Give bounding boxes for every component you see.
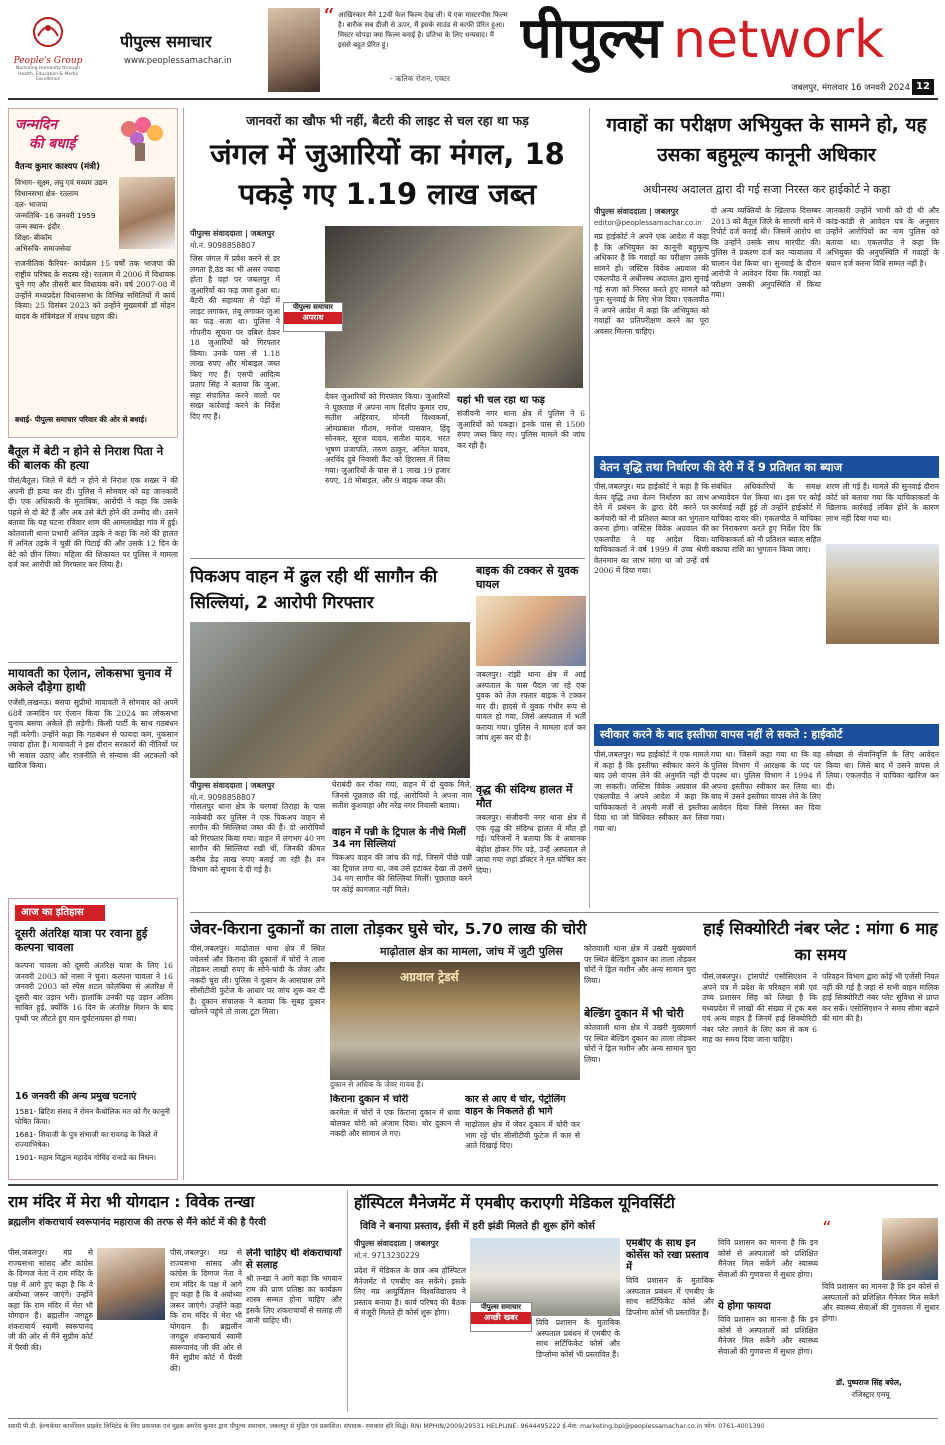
theft-body-4: कोतवाली थाना क्षेत्र में उखरी मुख्यमार्ग पर स्थित बेल्डिंग दुकान का ताला तोड़कर चोरों ने ड्रिल मशीन और अन्य सामान चुरा लिया। — [584, 944, 696, 985]
hospital-body: प्रदेश में मेडिकल के छात्र अब हॉस्पिटल मैनेजमेंट में एमबीए कर सकेंगे। इसके लिए मप्र आयुर्विज्ञान विश्वविद्यालय ने प्रस्ताव बनाया है। कार्य परिषद की बैठक में मंजूरी मिलते ही कोर्स शुरू होगा। — [354, 1266, 466, 1317]
lead-body: जिस जंगल में प्रवेश करने से डर लगता है,ठंड का भी असर ज्यादा होता है वहां पर जबलपुर में जुआरियों का फड़ जमा हुआ था। बैटरी की सहायता से पेड़ों में लाइट लगाकर, तंबू लगाकर जुआ का फड़ सजा था। पुलिस ने गोपनीय सूचना पर दबिश देकर 18 जुआरियों को गिरफ्तार किया। उनके पास से 1.18 लाख रुपए और मोबाइल जब्त किए गए हैं। एसपी आदित्य प्रताप सिंह ने बताया कि जुआ, सट्टा संचालित करने वालों पर सख्त कार्रवाई करने के निर्देश दिए गए हैं। — [190, 254, 280, 421]
witness-headline: गवाहों का परीक्षण अभियुक्त के सामने हो, यह उसका बहुमूल्य कानूनी अधिकार — [606, 114, 927, 166]
minister-photo — [119, 177, 175, 249]
story-mayawati-title: मायावती का ऐलान, लोकसभा चुनाव में अकेले दौड़ेगा हाथी — [8, 666, 172, 694]
lead-kicker: जानवरों का खौफ भी नहीं, बैटरी की लाइट से चल रहा था फड़ — [246, 113, 529, 128]
resign-body: पीसं,जबलपुर। मप्र हाईकोर्ट ने एक मामले में कहा है कि इस्तीफा स्वीकार करने के बाद उसे वापस लेने की अनुमति नहीं दी जा सकती। जस्टिस विवेक अग्रवाल की एकलपीठ ने अपने आदेश में कहा कि याचिकाकर्ता ने अपनी मर्जी से इस्तीफा दिया था जो विधिवत स्वीकार कर लिया गया था। — [594, 750, 709, 833]
history-title: दूसरी अंतरिक्ष यात्रा पर रवाना हुई कल्पना चावला — [15, 927, 148, 954]
footer-rule — [8, 1418, 938, 1419]
teak-photo — [190, 622, 470, 778]
divider — [190, 558, 585, 559]
flower-bouquet-icon — [109, 113, 171, 163]
witness-body-3: जानकारी उन्होंने भाभी को दी थी और कांड-कांडी से आवेदन पत्र के अनुसार उन्होंने आरोपियों का नाम पुलिस को बताया था। एकलपीठ ने कहा कि अभियुक्त की अनुपस्थिति में गवाहों के बयान दर्ज करना विधि सम्मत नहीं है। — [826, 206, 939, 268]
history-event: 1901- महान विद्वान महादेव गोविंद रानाडे का निधन। — [15, 1153, 157, 1162]
theft-body: पीसं,जबलपुर। माढ़ोताल थाना क्षेत्र में स्थित ज्वेलर्स और किराना की दुकानों में चोरों ने ताला तोड़कर लाखों रुपए के सोने-चांदी के जेवर और नकदी चुरा ली। पुलिस ने दुकान के आसपास लगे सीसीटीवी फुटेज के आधार पर जांच शुरू कर दी है। दुकान संचालक ने बताया कि सुबह दुकान खोलने पहुंचे तो ताला टूटा मिला। — [190, 944, 325, 1016]
teak-body-2: घेराबंदी कर रोका गया, वाहन में दो युवक मिले, जिनसे पूछताछ की गई, आरोपियों ने अपना नाम सतीश कुशवाहा और नरेंद्र नगर निवासी बताया। — [332, 780, 472, 810]
hospital-body-3a: विवि प्रशासन का मानना है कि इन कोर्स से अस्पतालों को प्रशिक्षित मैनेजर मिल सकेंगे और स्वास्थ्य सेवाओं की गुणवत्ता में सुधार होगा। — [718, 1238, 818, 1279]
theft-body-4b: कोतवाली थाना क्षेत्र में उखरी मुख्यमार्ग पर स्थित बेल्डिंग दुकान का ताला तोड़कर चोरों ने ड्रिल मशीन और अन्य सामान चुरा लिया। — [584, 1023, 696, 1064]
lead-col3 — [457, 392, 585, 554]
bike-story — [476, 564, 586, 910]
col-divider — [589, 108, 590, 908]
hospital-subhead-2: ये होगा फायदा — [718, 1301, 771, 1312]
history-box — [8, 898, 178, 1180]
theft-body-2: करमेता में चोरों ने एक किराना दुकान में धावा बोलकर चोरी को अंजाम दिया। चोर दुकान से नकदी और सामान ले गए। — [330, 1108, 460, 1138]
tankha-photo — [97, 1248, 165, 1320]
theft-subhead: किराना दुकान में चोरी — [330, 1094, 409, 1105]
group-tagline: Nurturing Humanity through Health, Education & Media Excellence — [16, 66, 80, 82]
witness-body: मप्र हाईकोर्ट ने अपने एक आदेश में कहा है कि अभियुक्त का कानूनी बहुमूल्य अधिकार है कि गवाहों का परीक्षण उसके सामने हो। जस्टिस विवेक अग्रवाल की एकलपीठ ने अधीनस्थ अदालत द्वारा सुनाई गई सजा को निरस्त करते हुए मामले को पुनः सुनवाई के लिए भेज दिया। एकलपीठ ने अपने आदेश में कहा कि अभियुक्त को गवाहों का प्रतिपरीक्षण करने का पूरा अवसर मिलना चाहिए। — [594, 232, 709, 336]
hospital-col4 — [718, 1238, 818, 1410]
lead-tag: पीपुल्स समाचार अपराध — [283, 302, 343, 332]
teak-headline: पिकअप वाहन में ढुल रही थीं सागौन की सिल्लियां, 2 आरोपी गिरफ्तार — [190, 567, 438, 613]
ram-body-2: श्री तन्खा ने आगे कहा कि भगवान राम की प्राण प्रतिष्ठा का कार्यक्रम शास्त्र सम्मत होना चाहिए और इसके लिए शंकराचार्यों से सलाह ली जानी चाहिए थी। — [246, 1274, 342, 1325]
lead-subhead: यहां भी चल रहा था फड़ — [457, 395, 545, 406]
page-number: 12 — [912, 79, 934, 95]
story-betul-body: पीसं/बैतूल। जिले में बेटी न होने से निराश एक शख्स ने की अपनी ही हत्या कर दी। पुलिस ने सोमवार को यह जानकारी दी। एक अधिकारी के मुताबिक, आरोपी ने कहा कि उसके पहले से दो बेटे हैं और अब उसे बेटी होने की उम्मीद थी। उसने बताया कि यह घटना रविवार शाम की आमलाखेड़ा गांव में हुई। कोतवाली थाना प्रभारी अनिल उइके ने कहा कि नशे की हालत में अनिल उइके ने चुन्नी की पिटाई की और उसके 12 दिन के बेटे को छीन लिया। महिला की शिकायत पर पुलिस ने मामला दर्ज कर आरोपी को गिरफ्तार कर लिया है। — [8, 476, 178, 569]
plates-headline: हाई सिक्योरिटी नंबर प्लेट : मांगा 6 माह का समय — [703, 919, 938, 964]
divider — [8, 662, 178, 663]
salary-body: पीसं,जबलपुर। मप्र हाईकोर्ट ने कहा है कि वेतन वृद्धि तथा वेतन निर्धारण का लाभ देने में प्रबंधन के द्वारा देरी करने पर कर्मचारी को नौ प्रतिशत ब्याज का भुगतान करना होगा। जस्टिस विवेक अग्रवाल की एकलपीठ ने यह आदेश दिया। याचिकाकर्ता ने वर्ष 1999 में उच्च श्रेणी वेतनमान का लाभ मांगा था जो उन्हें वर्ष 2006 में दिया गया। — [594, 482, 709, 575]
witness-subhead: अधीनस्थ अदालत द्वारा दी गई सजा निरस्त कर हाईकोर्ट ने कहा — [642, 183, 891, 196]
ram-subhead-2: लेनी चाहिए थी शंकराचार्यों से सलाह — [246, 1248, 342, 1271]
resign-body-2: गया था। जिसमें कहा गया था कि वह पुलिस विभाग में आरक्षक के पद पर पदस्थ था। पुलिस विभाग ने 1994 में अपना इस्तीफा स्वीकार कर लिया था। बाद में उसने इस्तीफा वापस लेने के लिए आवेदन दिया जिसे निरस्त कर दिया गया। — [711, 750, 821, 822]
masthead — [0, 0, 945, 100]
quote-text: आखिरकार मैंने 12वीं फेल फिल्म देख ली। ये एक मास्टरपीस फिल्म है। बारीक सब डीजी से ऊपर, मैं इसके साउंड से काफी प्रेरित हुआ। मिस्टर चोपड़ा क्या फिल्म बनाई है। प्रतिभा के लिए धन्यवाद। मैं इससे बहुत प्रेरित हूं। — [338, 11, 508, 49]
ram-body-b: पीसं,जबलपुर। मप्र से राज्यसभा सांसद और कांग्रेस के दिग्गज नेता ने राम मंदिर के पक्ष में आगे हुए कहा है कि वे अयोध्या जरूर जाएंगे। उन्होंने कहा कि राम मंदिर में मेरा भी योगदान है। ब्रह्मलीन जगद्गुरु शंकराचार्य स्वामी स्वरूपानंद जी की ओर से मैंने सुप्रीम कोर्ट में पैरवी की। — [170, 1248, 242, 1373]
birthday-box — [8, 108, 178, 438]
quote-icon: “ — [822, 1218, 832, 1239]
quote-author: - ऋतिक रोशन, एक्टर — [390, 74, 450, 83]
lead-byline: पीपुल्स संवाददाता | जबलपुर मो.नं. 9098858807 — [190, 229, 275, 250]
salary-headline: वेतन वृद्धि तथा निर्धारण की देरी में दें 9 प्रतिशत का ब्याज — [594, 456, 939, 478]
lead-photo — [325, 226, 583, 388]
theft-subhead-2: कार से आए थे चोर, पेट्रोलिंग वाहन के निकलते ही भागे — [465, 1094, 566, 1117]
peoples-group-logo — [12, 14, 84, 84]
bike-subhead: वृद्ध की संदिग्ध हालत में मौत — [476, 783, 573, 810]
hospital-subhead: एमबीए के साथ इन कोर्सेस को रखा प्रस्ताव में — [626, 1238, 709, 1273]
history-event: 1581- ब्रिटिश संसद ने रोमन कैथोलिक मत को गैर कानूनी घोषित किया। — [15, 1107, 170, 1126]
date-line: जबलपुर, मंगलवार 16 जनवरी 2024 — [791, 83, 910, 93]
network-title: पीपुल्स network — [520, 6, 885, 71]
ram-col3 — [246, 1248, 342, 1410]
hospital-byline: पीपुल्स संवाददाता | जबलपुर मो.नं. 9713230229 — [354, 1239, 439, 1260]
teak-col2 — [332, 780, 472, 910]
registrar-role: रजिस्ट्रार एमयू — [852, 1390, 890, 1399]
theft-body-3: माढ़ोताल क्षेत्र में जेवर दुकान में चोरी कर भाग रहे चोर सीसीटीवी फुटेज में कार से आते दिखाई दिए। — [465, 1120, 580, 1150]
theft-subhead-3: बेल्डिंग दुकान में भी चोरी — [584, 1007, 684, 1020]
ram-subhead: ब्रह्मलीन शंकराचार्य स्वरूपानंद महाराज की तरफ से मैंने कोर्ट में की है पैरवी — [8, 1217, 266, 1228]
bike-photo — [476, 596, 586, 666]
hospital-body-3: विवि प्रशासन का मानना है कि इन कोर्स से अस्पतालों को प्रशिक्षित मैनेजर मिल सकेंगे और स्वास्थ्य सेवाओं की गुणवत्ता में सुधार होगा। — [718, 1315, 818, 1356]
resign-body-3: स्वेच्छा से सेवानिवृत्ति के लिए आवेदन किया था। जिसे बाद में उसने वापस ले लिया। एकलपीठ ने याचिका खारिज कर दी। — [826, 750, 939, 791]
history-label: आज का इतिहास — [15, 905, 105, 921]
hospital-col3 — [626, 1238, 714, 1410]
hospital-kicker: विवि ने बनाया प्रस्ताव, ईसी में हरी झंडी मिलते ही शुरू होंगे कोर्स — [360, 1221, 595, 1232]
col-divider — [347, 1190, 348, 1412]
birthday-facts: विभाग- सूक्ष्म, लघु एवं मध्यम उद्यम विधानसभा क्षेत्र- रतलाम दल- भाजपा जन्मतिथि- 16 जनवरी 1959 जन्म स्थान- इंदौर शिक्षा- बीकॉम अभिरुचि- समाजसेवा — [15, 178, 108, 253]
highcourt-photo — [826, 544, 939, 644]
lead-body-3: संजीवनी नगर थाना क्षेत्र में पुलिस ने 6 जुआरियों को पकड़ा। इनके पास से 1500 रुपए जब्त किए गए। पुलिस मामले की जांच कर रही है। — [457, 409, 585, 450]
birthday-name: वैतन्य कुमार काश्यप (मंत्री) — [15, 162, 101, 172]
witness-body-2: दो अन्य व्यक्तियों के खिलाफ दिसम्बर 2013 को बैतूल जिले के सारणी थाने में रिपोर्ट दर्ज कराई थी। जिसमें आरोप था कि उन्होंने उसके साथ मारपीट की। पुलिस ने प्रकरण दर्ज कर न्यायालय में चालान पेश किया था। सुनवाई के दौरान आरोपी ने आवेदन दिया कि गवाहों का परीक्षण उसकी अनुपस्थिति में किया गया। — [711, 206, 821, 299]
birthday-wish: बधाई- पीपुल्स समाचार परिवार की ओर से बधाई। — [15, 415, 147, 424]
bike-body-2: जबलपुर। संजीवनी नगर थाना क्षेत्र में एक वृद्ध की संदिग्ध हालत में मौत हो गई। परिजनों ने बताया कि वे अचानक बेहोश होकर गिर पड़े, उन्हें अस्पताल ले जाया गया जहां डॉक्टर ने मृत घोषित कर दिया। — [476, 813, 586, 875]
theft-headline: जेवर-किराना दुकानों का ताला तोड़कर घुसे चोर, 5.70 लाख की चोरी — [190, 920, 587, 938]
birthday-bio: राजनीतिक कैरियर- कार्यक्रम 15 वर्षों तक भाजपा की राष्ट्रीय परिषद के सदस्य रहे। रतलाम में 2006 में विधायक चुने गए और तीसरी बार विधायक बने। वर्ष 2007-08 में उन्होंने मध्यप्रदेश विधानसभा के विभिन्न समितियों में कार्य किया। 25 दिसंबर 2023 को उन्होंने मुख्यमंत्री डॉ मोहन यादव के मंत्रिमंडल में शपथ ग्रहण की। — [15, 259, 175, 321]
group-emblem-icon — [28, 14, 68, 52]
history-event: 1681- शिवाजी के पुत्र संभाजी का रायगढ़ के किले में राज्याभिषेक। — [15, 1130, 158, 1149]
col-divider — [183, 108, 184, 1180]
theft-col4 — [584, 944, 696, 1180]
teak-body-3: पिकअप वाहन की जांच की गई, जिसमें पीछे पन्नी का ट्रिपाल लगा था, जब उसे हटाकर देखा तो उसमें 34 नग सागौन की सिल्लियां मिलीं। पूछताछ करने पर कोई कागजात नहीं मिले। — [332, 853, 472, 894]
bike-body: जबलपुर। रांझी थाना क्षेत्र में आई अस्पताल के पास पैदल जा रहे एक युवक को तेज रफ्तार बाइक ने टक्कर मार दी। हादसे में युवक गंभीर रूप से घायल हो गया, जिसे अस्पताल में भर्ती कराया गया। पुलिस ने मामला दर्ज कर जांच शुरू कर दी है। — [476, 670, 586, 742]
masthead-rule — [8, 98, 938, 100]
ram-headline: राम मंदिर में मेरा भी योगदान : विवेक तन्खा — [8, 1193, 255, 1211]
theft-photo-caption: दुकान से अधिक के जेवर गायब है। — [330, 1080, 424, 1089]
registrar-photo — [882, 1218, 938, 1280]
theft-col2 — [330, 1094, 460, 1180]
registrar-quote: विवि प्रशासन का मानना है कि इन कोर्स से अस्पतालों को प्रशिक्षित मैनेजर मिल सकेंगे और स्वास्थ्य सेवाओं की गुणवत्ता में सुधार होगा। — [822, 1282, 939, 1323]
history-events — [15, 1107, 173, 1177]
salary-body-3: शरण ली गई है। मामले की सुनवाई दौरान कोर्ट को बताया गया कि याचिकाकर्ता के खिलाफ कार्रवाई लंबित होने के कारण लाभ नहीं दिया गया था। — [826, 482, 939, 523]
site-url[interactable]: www.peoplessamachar.in — [124, 56, 232, 66]
plates-body-2: परिवहन विभाग द्वारा कोई भी एजेंसी नियत नहीं की गई है जहां से सभी वाहन मालिक हाई सिक्योरिटी नंबर प्लेट सुविधा से प्राप्त कर सकें। एसोसिएशन ने समय सीमा बढ़ाने की मांग की है। — [822, 972, 939, 1023]
salary-body-2: संबंधित अधिकारियों के समक्ष अभ्यावेदन पेश किया था। इस पर कोई कार्रवाई नहीं हुई तो उन्होंने हाईकोर्ट में याचिका दायर की। एकलपीठ ने याचिका का निराकरण करते हुए निर्देश दिए कि याचिकाकर्ता को नौ प्रतिशत ब्याज सहित बकाया राशि का भुगतान किया जाए। — [711, 482, 821, 554]
registrar-name: डॉ. पुष्पराज सिंह बघेल, — [836, 1378, 902, 1387]
hospital-body-2: विवि प्रशासन के मुताबिक अस्पताल प्रबंधन में एमबीए के साथ सर्टिफिकेट कोर्स और डिप्लोमा कोर्स भी प्रस्तावित हैं। — [626, 1276, 714, 1317]
story-betul — [8, 444, 178, 660]
lead-headline: जंगल में जुआरियों का मंगल, 18 पकड़े गए 1.19 लाख जब्त — [210, 137, 565, 211]
teak-body: गोसलपुर थाना क्षेत्र के चरगवां तिराहा के पास नाकेबंदी कर पुलिस ने एक पिकअप वाहन से सागौन की सिल्लियां जब्त की हैं। दो आरोपियों को गिरफ्तार किया गया। वाहन में लगभग 40 नग सागौन की सिल्लियां रखी थीं, जिनकी कीमत करीब डेढ़ लाख रुपए बताई जा रही है। वन विभाग को सूचना दे दी गई है। — [190, 802, 325, 874]
ram-body: पीसं,जबलपुर। मप्र से राज्यसभा सांसद और कांग्रेस के दिग्गज नेता ने राम मंदिर के पक्ष में आगे हुए कहा है कि वे अयोध्या जरूर जाएंगे। उन्होंने कहा कि राम मंदिर में मेरा भी योगदान है। ब्रह्मलीन जगद्गुरु शंकराचार्य स्वामी स्वरूपानंद जी की ओर से मैंने सुप्रीम कोर्ट में पैरवी की। — [8, 1248, 93, 1352]
divider — [8, 1184, 938, 1186]
hospital-headline: हॉस्पिटल मैनेजमेंट में एमबीए कराएगी मेडिकल यूनिवर्सिटी — [354, 1194, 675, 1212]
hospital-quote — [822, 1218, 939, 1410]
paper-name: पीपुल्स समाचार — [120, 32, 212, 51]
teak-byline: पीपुल्स संवाददाता | जबलपुर मो.नं. 9098858807 — [190, 781, 275, 802]
theft-photo — [330, 962, 580, 1080]
history-events-title: 16 जनवरी की अन्य प्रमुख घटनाएं — [15, 1091, 137, 1102]
footer-imprint: स्वामी पी.डी. हेल्थकेयर कार्पोरेशन प्राइवेट लिमिटेड के लिए प्रकाशक एवं मुद्रक अमरेश कुमार द्वारा पीपुल्स समाचार, जबलपुर से मुद्रित एवं प्रकाशित। संपादक- रमाकांत हरि सिद्धे। RNI MPHIN/2009/29531 HELPLINE: 9644495222 ई-मेल: marketing.bpl@peoplessamachar.co.in फोन: 0761-4001390 — [8, 1423, 765, 1430]
resign-headline: स्वीकार करने के बाद इस्तीफा वापस नहीं ले सकते : हाईकोर्ट — [594, 724, 939, 746]
group-name: People's Group — [13, 56, 83, 66]
actor-photo — [268, 8, 320, 92]
theft-kicker: माढ़ोताल क्षेत्र का मामला, जांच में जुटी पुलिस — [380, 945, 563, 958]
divider — [190, 912, 939, 913]
teak-subhead: वाहन में पन्नी के ट्रिपाल के नीचे मिलीं 34 नग सिल्लियां — [332, 827, 466, 850]
quote-icon: “ — [323, 8, 335, 26]
lead-body-2: देकर जुआरियों को गिरफ्तार किया। जुआरियों ने पूछताछ में अपना नाम दिलीप कुमार राय, सतीश अहिरवार, मोनती विश्वकर्मा, ओमप्रकाश गौतम, मनोज पासवान, हिंदू सोनकर, सूरज यादव, सतीश यादव, भरत भूषण प्रजापति, तरुण ठाकुर, अनिल यादव, अरविंद दुबे निवासी कैंट को हिरासत में लिया गया। जुआरियों के पास से 1 लाख 19 हजार रुपए, 18 मोबाइल, और 9 बाइक जब्त की। — [325, 392, 450, 485]
plates-body: पीसं,जबलपुर। ट्रांसपोर्ट एसोसिएशन ने अपने पत्र में प्रदेश के परिवहन मंत्री एवं उच्च प्रशासन सिंह को लिखा है कि मध्यप्रदेश में लाखों की संख्या में ट्रक बस एवं अन्य वाहन हैं जिनमें हाई सिक्योरिटी नंबर प्लेट लगाने के लिए कम से कम 6 माह का समय दिया जाना चाहिए। — [702, 972, 817, 1044]
theft-col3 — [465, 1094, 580, 1180]
bike-headline: बाइक की टक्कर से युवक घायल — [476, 564, 579, 591]
hospital-body-b: विवि प्रशासन के मुताबिक अस्पताल प्रबंधन में एमबीए के साथ सर्टिफिकेट कोर्स और डिप्लोमा कोर्स भी प्रस्तावित हैं। — [536, 1318, 620, 1359]
hospital-tag: पीपुल्स समाचार अच्छी खबर — [470, 1302, 532, 1332]
shop-sign: अग्रवाल ट्रेडर्स — [400, 970, 459, 984]
story-mayawati-body: एजेंसी,लखनऊ। बसपा सुप्रीमो मायावती ने सोमवार को अपने 68वें जन्मदिन पर ऐलान किया कि 2024 का लोकसभा चुनाव बसपा अकेले ही लड़ेगी। किसी पार्टी के साथ गठबंधन नहीं करेगी। उन्होंने कहा कि गठबंधन से फायदा कम, नुकसान ज्यादा होता है। मायावती ने इस दौरान सरकारों की नीतियों पर भी सवाल उठाए और राजनीति से संन्यास की अटकलों को खारिज किया। — [8, 698, 178, 770]
story-betul-title: बैतूल में बेटी न होने से निराश पिता ने की बालक की हत्या — [8, 444, 164, 472]
story-mayawati — [8, 666, 178, 894]
witness-byline: पीपुल्स संवाददाता | जबलपुर editor@peoplessamachar.co.in — [594, 207, 702, 227]
birthday-title: जन्मदिन की बधाई — [15, 117, 76, 152]
history-body: कल्पना चावला को दूसरी अंतरिक्ष यात्रा के लिए 16 जनवरी 2003 को नासा ने चुना। कल्पना चावला ने 16 जनवरी 2003 को स्पेस शटल कोलंबिया से अंतरिक्ष में दूसरी बार उड़ान भरी। हालांकि उनकी यह उड़ान अंतिम साबित हुई, क्योंकि 16 दिन के अंतरिक्ष मिशन के बाद पृथ्वी पर लौटते हुए यान दुर्घटनाग्रस्त हो गया। — [15, 961, 173, 1023]
